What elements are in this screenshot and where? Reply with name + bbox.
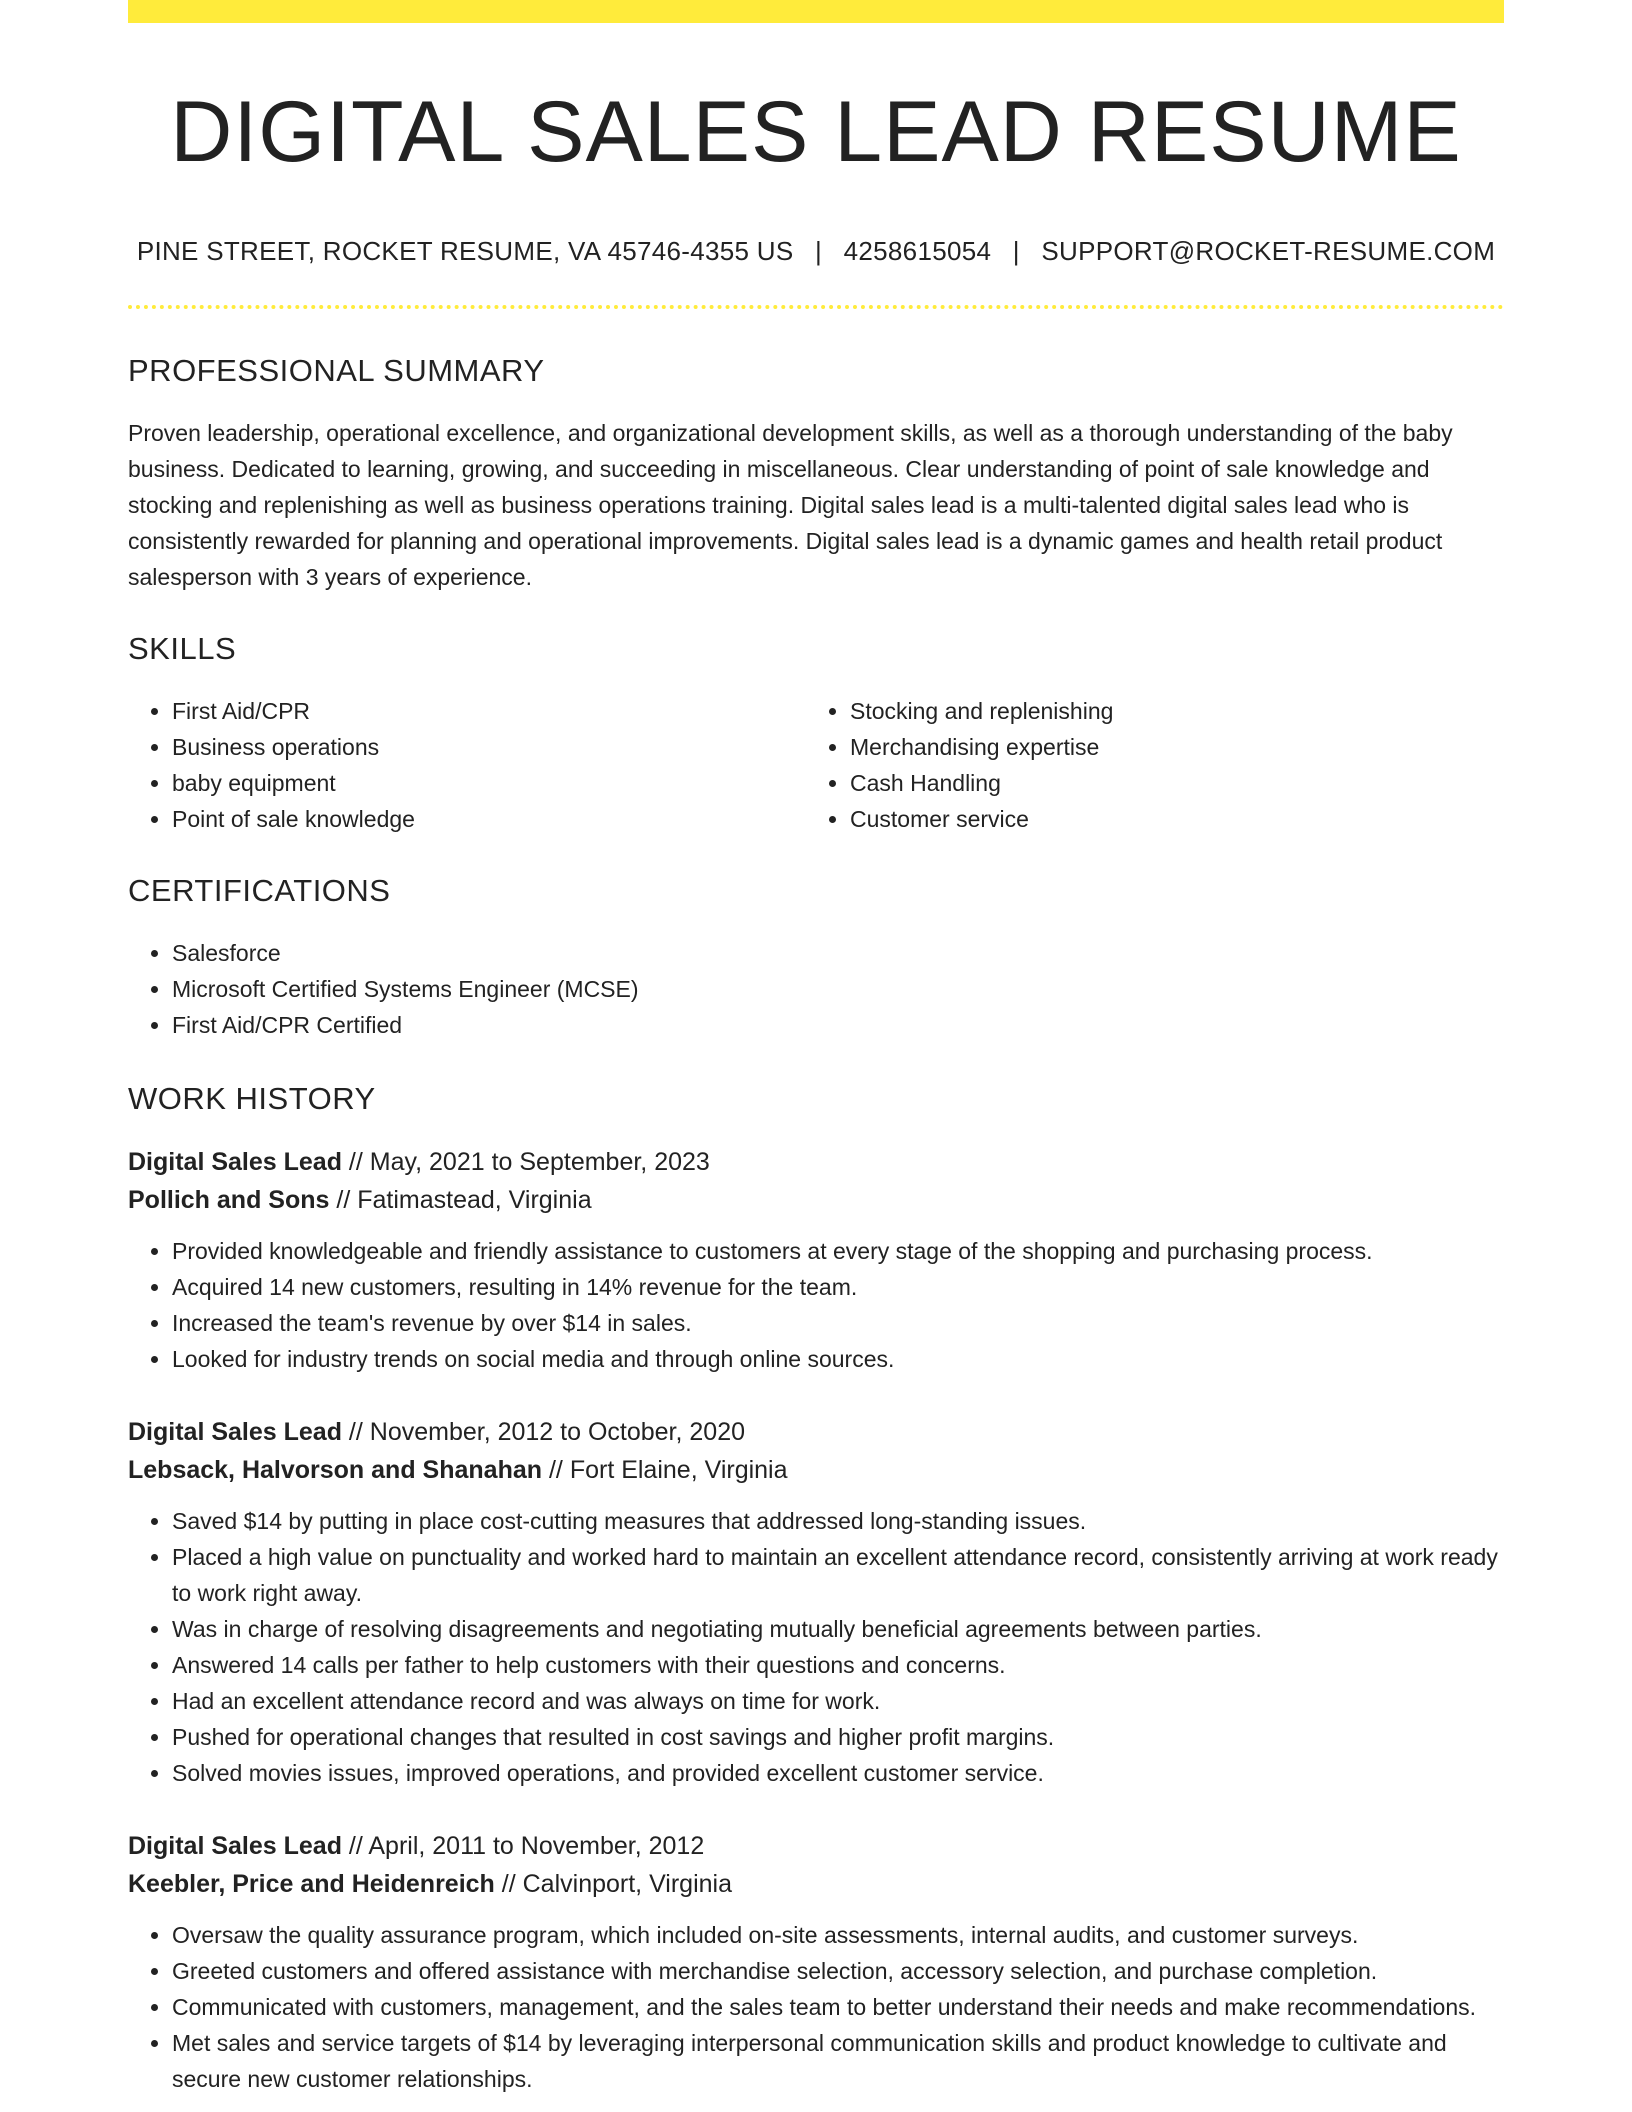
job-company-line (128, 1865, 1504, 1903)
job-bullets (128, 1917, 1504, 2097)
skills-heading: SKILLS (128, 630, 237, 666)
job-dates: May, 2021 to September, 2023 (369, 1147, 710, 1176)
job-separator: // (341, 1831, 369, 1860)
dotted-divider (128, 305, 1504, 309)
job-dates: April, 2011 to November, 2012 (368, 1831, 705, 1860)
job-title: Digital Sales Lead (128, 1147, 342, 1176)
skill-item: • Merchandising expertise (850, 729, 1484, 765)
accent-bar (128, 0, 1504, 23)
summary-text: Proven leadership, operational excellence, and organizational development skills, as well as a thorough understanding of the baby business. Dedicated to learning, growing, and succeeding in miscellaneous. Clear understanding of point of sale knowledge and stocking and replenishing as well as business operations training. Digital sales lead is a multi-talented digital sales lead who is consistently rewarded for planning and operational improvements. Digital sales lead is a dynamic games and health retail product salesperson with 3 years of experience. (128, 419, 1453, 590)
skills-column-left (128, 693, 806, 837)
skills-column-right (806, 693, 1484, 837)
job-bullet: • Looked for industry trends on social media and through online sources. (172, 1341, 1504, 1377)
skill-item: • Customer service (850, 801, 1484, 837)
skill-item: • Cash Handling (850, 765, 1484, 801)
certification-item: • Microsoft Certified Systems Engineer (MCSE) (172, 971, 1504, 1007)
skill-item: • Point of sale knowledge (172, 801, 806, 837)
job-company: Lebsack, Halvorson and Shanahan (128, 1455, 543, 1484)
job-separator: // (329, 1185, 358, 1214)
job-title: Digital Sales Lead (128, 1417, 342, 1446)
skill-item: • Stocking and replenishing (850, 693, 1484, 729)
job-company: Keebler, Price and Heidenreich (128, 1869, 495, 1898)
job-bullet: • Answered 14 calls per father to help customers with their questions and concerns. (172, 1647, 1504, 1683)
job-bullet: • Oversaw the quality assurance program, which included on-site assessments, internal audits, and customer surveys. (172, 1917, 1504, 1953)
job-company-line (128, 1451, 1504, 1489)
job-title-line (128, 1827, 1504, 1865)
job-separator: // (341, 1417, 370, 1446)
job-separator: // (494, 1869, 523, 1898)
job-company-line (128, 1181, 1504, 1219)
skill-item: • baby equipment (172, 765, 806, 801)
job-bullet: • Acquired 14 new customers, resulting in 14% revenue for the team. (172, 1269, 1504, 1305)
job-entry (128, 1827, 1504, 2097)
job-bullet: • Was in charge of resolving disagreements and negotiating mutually beneficial agreements between parties. (172, 1611, 1504, 1647)
summary-heading: PROFESSIONAL SUMMARY (128, 352, 545, 388)
job-bullet: • Pushed for operational changes that resulted in cost savings and higher profit margins. (172, 1719, 1504, 1755)
certification-item: • Salesforce (172, 935, 1504, 971)
job-title-line (128, 1143, 1504, 1181)
skill-item: • Business operations (172, 729, 806, 765)
job-bullet: • Placed a high value on punctuality and worked hard to maintain an excellent attendance record, consistently arriving at work ready to work right away. (172, 1539, 1504, 1611)
address: PINE STREET, ROCKET RESUME, VA 45746-4355 US (136, 235, 794, 266)
certifications-list (128, 935, 1504, 1043)
job-location: Calvinport, Virginia (522, 1869, 732, 1898)
job-bullet: • Met sales and service targets of $14 by leveraging interpersonal communication skills and product knowledge to cultivate and secure new customer relationships. (172, 2025, 1504, 2097)
skill-item: • First Aid/CPR (172, 693, 806, 729)
resume-title: DIGITAL SALES LEAD RESUME (170, 84, 1462, 180)
job-separator: // (341, 1147, 370, 1176)
job-separator: // (542, 1455, 570, 1484)
job-bullets (128, 1233, 1504, 1377)
job-title: Digital Sales Lead (128, 1831, 342, 1860)
job-company: Pollich and Sons (128, 1185, 330, 1214)
job-title-line (128, 1413, 1504, 1451)
job-bullet: • Increased the team's revenue by over $14 in sales. (172, 1305, 1504, 1341)
job-location: Fatimastead, Virginia (357, 1185, 592, 1214)
skills-list-right (806, 693, 1484, 837)
job-entry (128, 1143, 1504, 1377)
email: SUPPORT@ROCKET-RESUME.COM (1041, 235, 1496, 266)
job-bullet: • Had an excellent attendance record and was always on time for work. (172, 1683, 1504, 1719)
job-bullet: • Provided knowledgeable and friendly assistance to customers at every stage of the shopping and purchasing process. (172, 1233, 1504, 1269)
job-bullet: • Solved movies issues, improved operations, and provided excellent customer service. (172, 1755, 1504, 1791)
job-bullet: • Saved $14 by putting in place cost-cutting measures that addressed long-standing issues. (172, 1503, 1504, 1539)
skills-list-left (128, 693, 806, 837)
contact-line (128, 236, 1504, 267)
phone: 4258615054 (843, 235, 992, 266)
work-history-heading: WORK HISTORY (128, 1080, 376, 1116)
job-bullet: • Communicated with customers, management, and the sales team to better understand their needs and make recommendations. (172, 1989, 1504, 2025)
separator: | (1012, 235, 1020, 266)
job-dates: November, 2012 to October, 2020 (369, 1417, 746, 1446)
certifications-heading: CERTIFICATIONS (128, 872, 391, 908)
certification-item: • First Aid/CPR Certified (172, 1007, 1504, 1043)
job-bullet: • Greeted customers and offered assistance with merchandise selection, accessory selection, and purchase completion. (172, 1953, 1504, 1989)
separator: | (815, 235, 823, 266)
job-bullets (128, 1503, 1504, 1791)
job-location: Fort Elaine, Virginia (569, 1455, 788, 1484)
job-entry (128, 1413, 1504, 1791)
skills-grid (128, 693, 1504, 837)
resume-page (128, 0, 1504, 2097)
